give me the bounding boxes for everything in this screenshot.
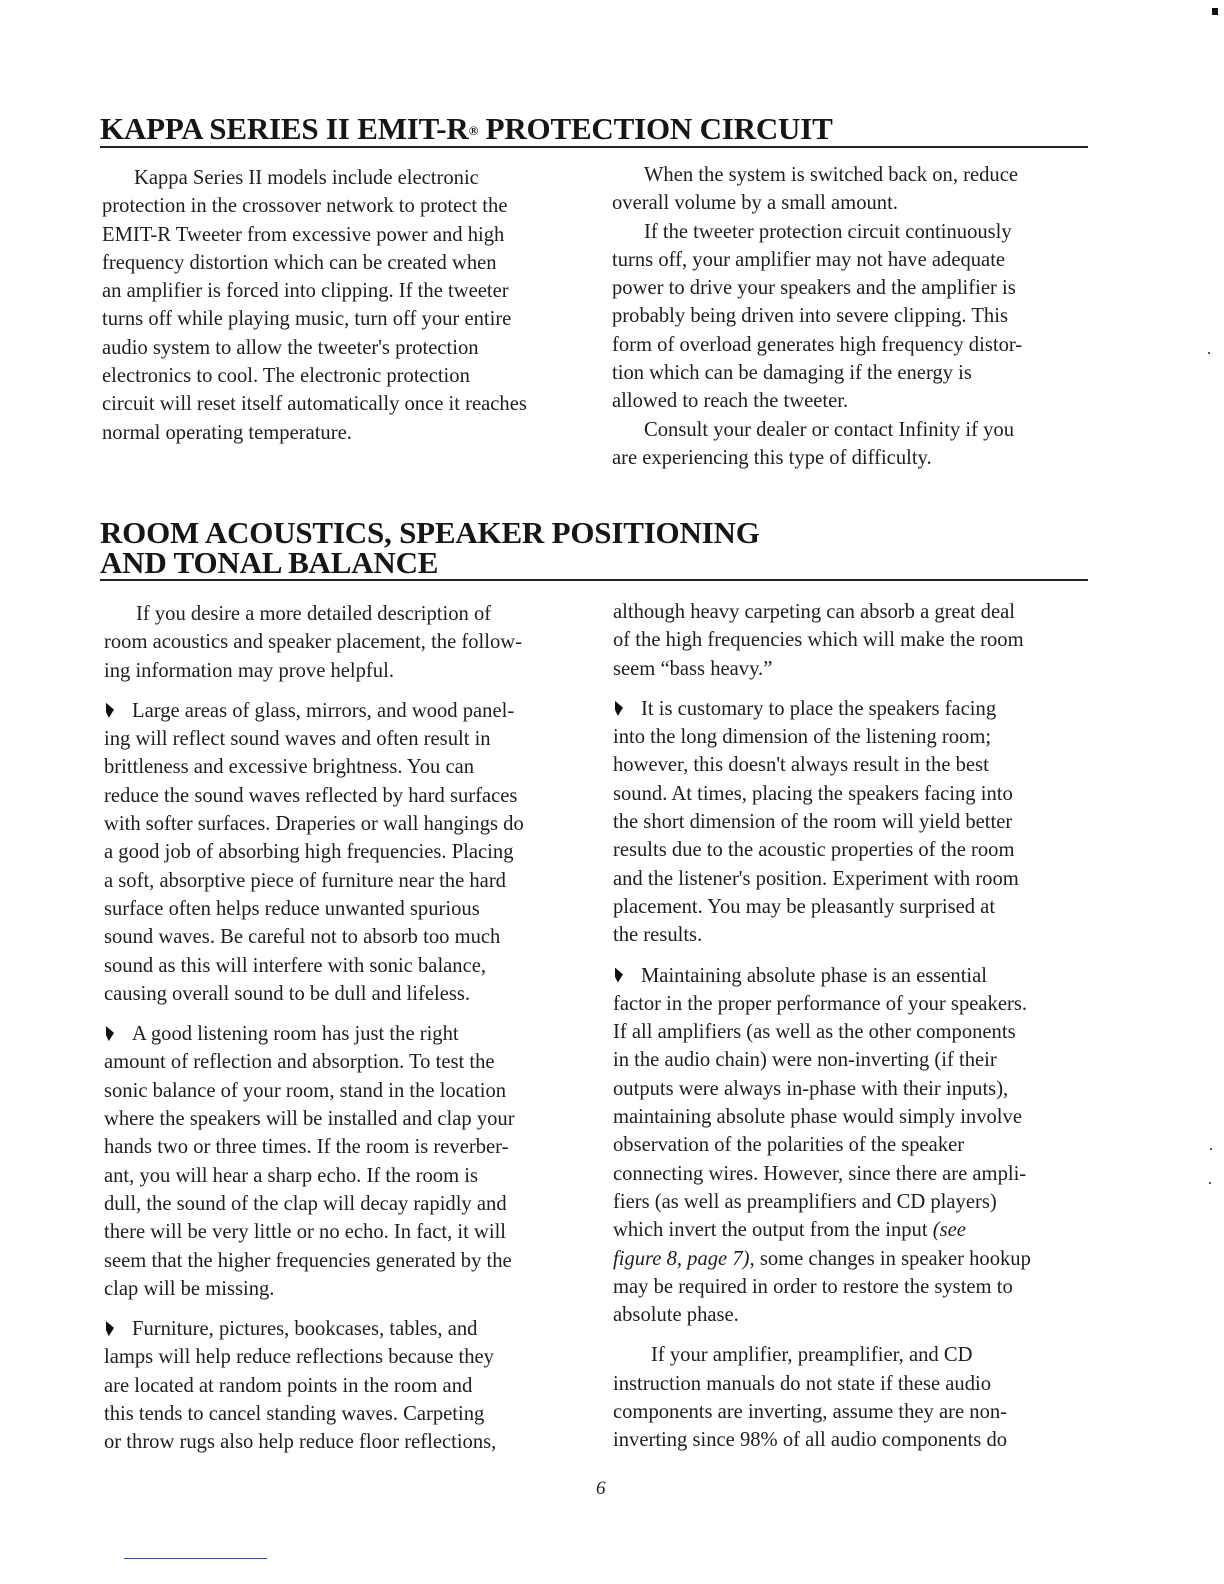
bullet-paragraph bbox=[613, 962, 1093, 1330]
text-line: hands two or three times. If the room is reverber- bbox=[104, 1136, 509, 1159]
paragraph bbox=[612, 218, 1092, 416]
text-line: instruction manuals do not state if these audio bbox=[613, 1372, 992, 1395]
text-line: outputs were always in-phase with their inputs), bbox=[613, 1077, 1009, 1100]
paragraph bbox=[612, 416, 1092, 473]
text-line: power to drive your speakers and the amplifier is bbox=[612, 277, 1016, 300]
text-line: sound as this will interfere with sonic balance, bbox=[104, 954, 487, 977]
text-line: lamps will help reduce reflections because they bbox=[104, 1346, 494, 1369]
text-line: the short dimension of the room will yield better bbox=[613, 811, 1013, 834]
text-line: ant, you will hear a sharp echo. If the room is bbox=[104, 1164, 479, 1187]
text-line: electronics to cool. The electronic protection bbox=[102, 365, 470, 388]
text-line: a soft, absorptive piece of furniture near the hard bbox=[104, 869, 506, 892]
text-line: frequency distortion which can be created when bbox=[102, 251, 497, 274]
text-line: seem that the higher frequencies generated by the bbox=[104, 1249, 512, 1272]
text-line: sonic balance of your room, stand in the location bbox=[104, 1079, 507, 1102]
text-line: amount of reflection and absorption. To test the bbox=[104, 1051, 495, 1074]
text-line: are experiencing this type of difficulty. bbox=[612, 446, 932, 469]
footer-rule bbox=[124, 1558, 267, 1559]
text-line: Kappa Series II models include electronic bbox=[134, 167, 479, 189]
text-line: reduce the sound waves reflected by hard surfaces bbox=[104, 784, 518, 807]
paragraph bbox=[612, 161, 1092, 218]
text-line: seem “bass heavy.” bbox=[613, 657, 773, 680]
protection-left-column bbox=[102, 164, 582, 447]
acoustics-left-column bbox=[104, 600, 584, 1457]
text-line: placement. You may be pleasantly surprised at bbox=[613, 895, 996, 918]
text-line: causing overall sound to be dull and lifeless. bbox=[104, 982, 471, 1005]
text-line: into the long dimension of the listening room; bbox=[613, 726, 992, 749]
text-line: where the speakers will be installed and clap your bbox=[104, 1108, 515, 1131]
text-line: Consult your dealer or contact Infinity if you bbox=[644, 418, 1015, 441]
bullet-icon bbox=[615, 968, 623, 983]
text-line: although heavy carpeting can absorb a great deal bbox=[613, 601, 1015, 623]
bullet-icon bbox=[106, 1321, 114, 1336]
text-line: there will be very little or no echo. In fact, it will bbox=[104, 1221, 507, 1244]
text-line: in the audio chain) were non-inverting (if their bbox=[613, 1049, 997, 1072]
text-line: or throw rugs also help reduce floor reflections, bbox=[104, 1431, 497, 1454]
text-line: brittleness and excessive brightness. You can bbox=[104, 756, 475, 779]
text-line: this tends to cancel standing waves. Carpeting bbox=[104, 1403, 485, 1426]
text-line: ing information may prove helpful. bbox=[104, 659, 394, 682]
text-line: protection in the crossover network to protect the bbox=[102, 195, 508, 218]
text-line: fiers (as well as preamplifiers and CD players) bbox=[613, 1190, 997, 1213]
text-line: overall volume by a small amount. bbox=[612, 192, 898, 215]
text-line: Maintaining absolute phase is an essential bbox=[641, 964, 988, 987]
text-line: connecting wires. However, since there are ampli- bbox=[613, 1162, 1027, 1185]
paragraph bbox=[613, 1341, 1093, 1454]
paragraph bbox=[102, 164, 582, 447]
bullet-icon bbox=[106, 703, 114, 718]
page-number: 6 bbox=[596, 1478, 606, 1499]
text-line: turns off, your amplifier may not have adequate bbox=[612, 248, 1006, 271]
text-line: room acoustics and speaker placement, the follow- bbox=[104, 631, 523, 654]
text-line: Large areas of glass, mirrors, and wood panel- bbox=[132, 699, 515, 722]
bullet-paragraph bbox=[104, 1020, 584, 1303]
text-line: EMIT-R Tweeter from excessive power and high bbox=[102, 223, 505, 246]
text-line: circuit will reset itself automatically once it reaches bbox=[102, 393, 527, 416]
protection-right-column bbox=[612, 161, 1092, 472]
heading-text: KAPPA SERIES II EMIT-R bbox=[100, 111, 469, 146]
figure-reference: figure 8, page 7) bbox=[613, 1247, 750, 1270]
text-line: form of overload generates high frequency distor- bbox=[612, 333, 1023, 356]
corner-mark bbox=[1212, 8, 1218, 15]
text-line: Furniture, pictures, bookcases, tables, and bbox=[132, 1318, 478, 1341]
text-line: results due to the acoustic properties of the room bbox=[613, 839, 1015, 862]
bullet-paragraph bbox=[613, 695, 1093, 950]
text-line: of the high frequencies which will make the room bbox=[613, 629, 1024, 652]
text-line: a good job of absorbing high frequencies. Placing bbox=[104, 841, 514, 864]
bullet-icon bbox=[615, 701, 623, 716]
intro-paragraph bbox=[104, 600, 584, 685]
heading-line bbox=[100, 111, 1088, 146]
text-line bbox=[613, 1245, 1093, 1273]
section-heading-protection-circuit bbox=[100, 111, 1088, 148]
text-line: and the listener's position. Experiment with room bbox=[613, 867, 1019, 890]
heading-text: PROTECTION CIRCUIT bbox=[478, 111, 833, 146]
text-line: clap will be missing. bbox=[104, 1277, 275, 1300]
text-line: may be required in order to restore the system to bbox=[613, 1275, 1013, 1298]
text-line: tion which can be damaging if the energy is bbox=[612, 362, 972, 385]
text-line: dull, the sound of the clap will decay rapidly and bbox=[104, 1192, 507, 1215]
text-line: the results. bbox=[613, 924, 703, 947]
text-line: absolute phase. bbox=[613, 1304, 739, 1327]
text-line: If all amplifiers (as well as the other components bbox=[613, 1021, 1016, 1044]
text-fragment: , some changes in speaker hookup bbox=[749, 1247, 1031, 1270]
text-line: however, this doesn't always result in the best bbox=[613, 754, 989, 777]
text-line: components are inverting, assume they are non- bbox=[613, 1401, 1008, 1424]
bullet-paragraph bbox=[104, 1315, 584, 1456]
text-line: factor in the proper performance of your speakers. bbox=[613, 992, 1027, 1015]
figure-reference: (see bbox=[932, 1219, 966, 1242]
text-line: If your amplifier, preamplifier, and CD bbox=[651, 1344, 973, 1367]
text-line: sound. At times, placing the speakers facing into bbox=[613, 782, 1013, 805]
text-line: sound waves. Be careful not to absorb too much bbox=[104, 926, 501, 949]
bullet-paragraph bbox=[104, 697, 584, 1008]
scan-speck bbox=[1208, 352, 1210, 354]
text-line: It is customary to place the speakers facing bbox=[641, 697, 997, 720]
heading-line: ROOM ACOUSTICS, SPEAKER POSITIONING bbox=[100, 515, 760, 550]
text-fragment: which invert the output from the input bbox=[613, 1219, 933, 1242]
text-line: normal operating temperature. bbox=[102, 421, 352, 444]
text-line: observation of the polarities of the speaker bbox=[613, 1134, 965, 1157]
text-line: are located at random points in the room and bbox=[104, 1374, 473, 1397]
text-line: If you desire a more detailed description of bbox=[136, 603, 492, 625]
text-line: ing will reflect sound waves and often result in bbox=[104, 728, 491, 751]
registered-mark: ® bbox=[468, 123, 479, 138]
text-line bbox=[613, 1216, 1093, 1244]
continued-paragraph bbox=[613, 598, 1093, 683]
text-line: maintaining absolute phase would simply involve bbox=[613, 1106, 1022, 1129]
text-line: inverting since 98% of all audio components do bbox=[613, 1429, 1008, 1452]
text-line: audio system to allow the tweeter's protection bbox=[102, 336, 479, 359]
text-line: If the tweeter protection circuit continuously bbox=[644, 220, 1012, 243]
text-line: allowed to reach the tweeter. bbox=[612, 390, 849, 413]
text-line: surface often helps reduce unwanted spurious bbox=[104, 897, 480, 920]
section-heading-room-acoustics bbox=[100, 515, 1088, 581]
text-line: A good listening room has just the right bbox=[132, 1023, 459, 1046]
text-line: When the system is switched back on, reduce bbox=[644, 164, 1019, 186]
text-line: turns off while playing music, turn off your entire bbox=[102, 308, 512, 331]
bullet-icon bbox=[106, 1026, 114, 1041]
text-line: probably being driven into severe clipping. This bbox=[612, 305, 1008, 328]
text-line: an amplifier is forced into clipping. If the tweeter bbox=[102, 280, 509, 303]
heading-line: AND TONAL BALANCE bbox=[100, 545, 439, 580]
acoustics-right-column bbox=[613, 598, 1093, 1455]
scan-speck bbox=[1209, 1182, 1211, 1184]
text-line: with softer surfaces. Draperies or wall hangings do bbox=[104, 813, 524, 836]
scan-speck bbox=[1210, 1148, 1212, 1150]
